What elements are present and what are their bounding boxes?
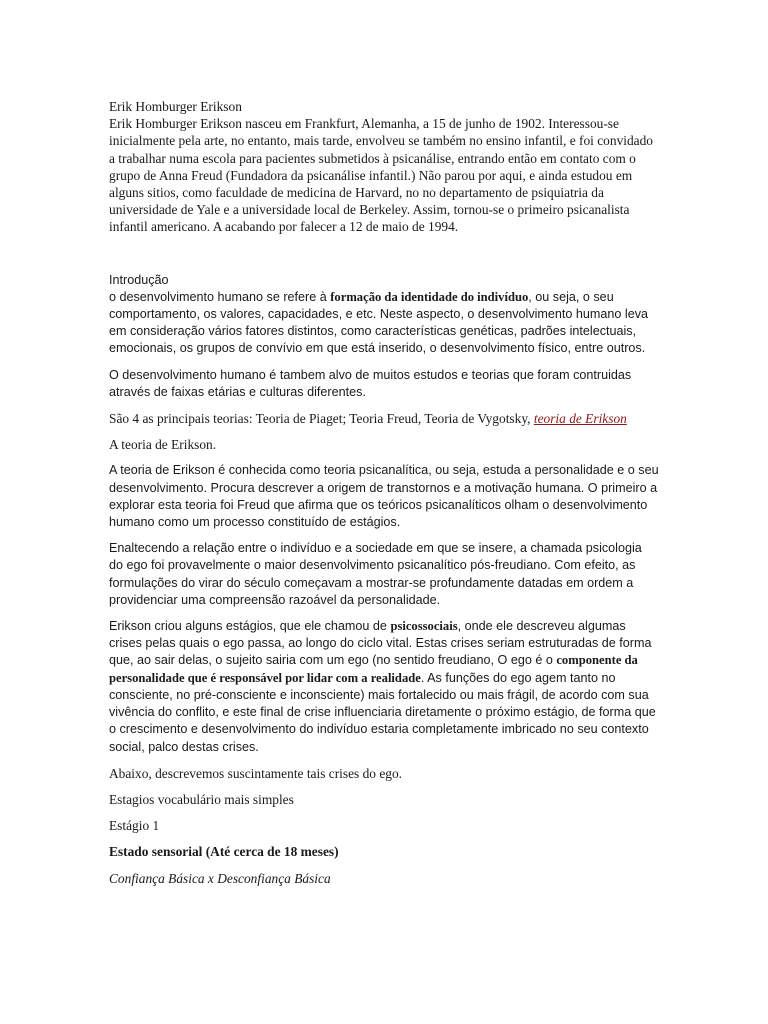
theory-p3-text-a: Erikson criou alguns estágios, que ele chamou de [109,619,391,634]
intro-p1-bold: formação da identidade do indivíduo [330,289,529,304]
stage-subtitle: Confiança Básica x Desconfiança Básica [109,870,331,886]
intro-paragraph-2: O desenvolvimento humano é tambem alvo de muitos estudos e teorias que foram contruidas através de faixas etárias e culturas diferentes. [109,367,632,399]
intro-p1-text-a: o desenvolvimento humano se refere à [109,289,331,304]
theory-paragraph-5: Estagios vocabulário mais simples [109,791,294,807]
ego-definition-bold: componente da personalidade que é responsável por lidar com a realidade [109,653,638,685]
psicossociais-bold: psicossociais [390,619,458,634]
bio-heading: Erik Homburger Erikson [109,99,242,114]
document-body [109,98,659,887]
stage-label: Estágio 1 [109,818,160,834]
intro-paragraph-3 [109,410,659,427]
theory-paragraph-3 [109,618,659,756]
theory-paragraph-2: Enaltecendo a relação entre o indivíduo e a sociedade em que se insere, a chamada psicologia do ego foi provavelmente o maior desenvolvimento psicanalítico pós-freudiano. Com efeito, as formulações do virar do século começavam a mostrar-se profundamente datadas em ordem a providenciar uma compreensão razoável da personalidade. [109,541,642,607]
theory-heading: A teoria de Erikson. [109,437,217,453]
theory-p3-text-c: . As funções do ego agem tanto no consciente, no pré-consciente e inconsciente) mais fortalecido ou mais frágil, de acordo com sua vivência do conflito, e este final de crise influenciaria diretamente o próximo estágio, de forma que o crescimento e desenvolvimento do indivíduo estaria completamente imbricado no seu contexto social, palco destas crises. [109,670,656,754]
stage-title: Estado sensorial (Até cerca de 18 meses) [109,844,339,860]
bio-paragraph: Erik Homburger Erikson nasceu em Frankfurt, Alemanha, a 15 de junho de 1902. Interessou-se inicialmente pela arte, no entanto, mais tarde, envolveu se também no ensino infantil, e foi convidado a trabalhar numa escola para pacientes submetidos à psicanálise, entrando então em contato com o grupo de Anna Freud (Fundadora da psicanálise infantil.) Não parou por aqui, e ainda estudou em alguns sitios, como faculdade de medicina de Harvard, no no departamento de psiquiatria da universidade de Yale e a universidade local de Berkeley. Assim, tornou-se o primeiro psicanalista infantil americano. A acabando por falecer a 12 de maio de 1994. [109,116,654,235]
intro-paragraph-1 [109,289,659,358]
intro-heading: Introdução [109,272,169,287]
intro-p3-text: São 4 as principais teorias: Teoria de Piaget; Teoria Freud, Teoria de Vygotsky, [109,411,534,427]
theory-paragraph-4: Abaixo, descrevemos suscintamente tais crises do ego. [109,765,403,781]
theory-p3-text-b: , onde ele descreveu algumas crises pelas quais o ego passa, ao longo do ciclo vital. Estas crises seriam estruturadas de forma que, ao sair delas, o sujeito sairia com um ego (no sentido freudiano, O ego é o [109,619,652,668]
intro-p1-text-b: , ou seja, o seu comportamento, os valores, capacidades, e etc. Neste aspecto, o desenvolvimento humano leva em consideração vários fatores distintos, como características genéticas, padrões intelectuais, emocionais, os grupos de convívio em que está inserido, o desenvolvimento físico, entre outros. [109,289,649,356]
theory-paragraph-1: A teoria de Erikson é conhecida como teoria psicanalítica, ou seja, estuda a personalidade e o seu desenvolvimento. Procura descrever a origem de transtornos e a motivação humana. O primeiro a explorar esta teoria foi Freud que afirma que os teóricos psicanalíticos olham o desenvolvimento humano como um processo constituído de estágios. [109,463,659,530]
erikson-theory-link[interactable]: teoria de Erikson [533,411,627,427]
